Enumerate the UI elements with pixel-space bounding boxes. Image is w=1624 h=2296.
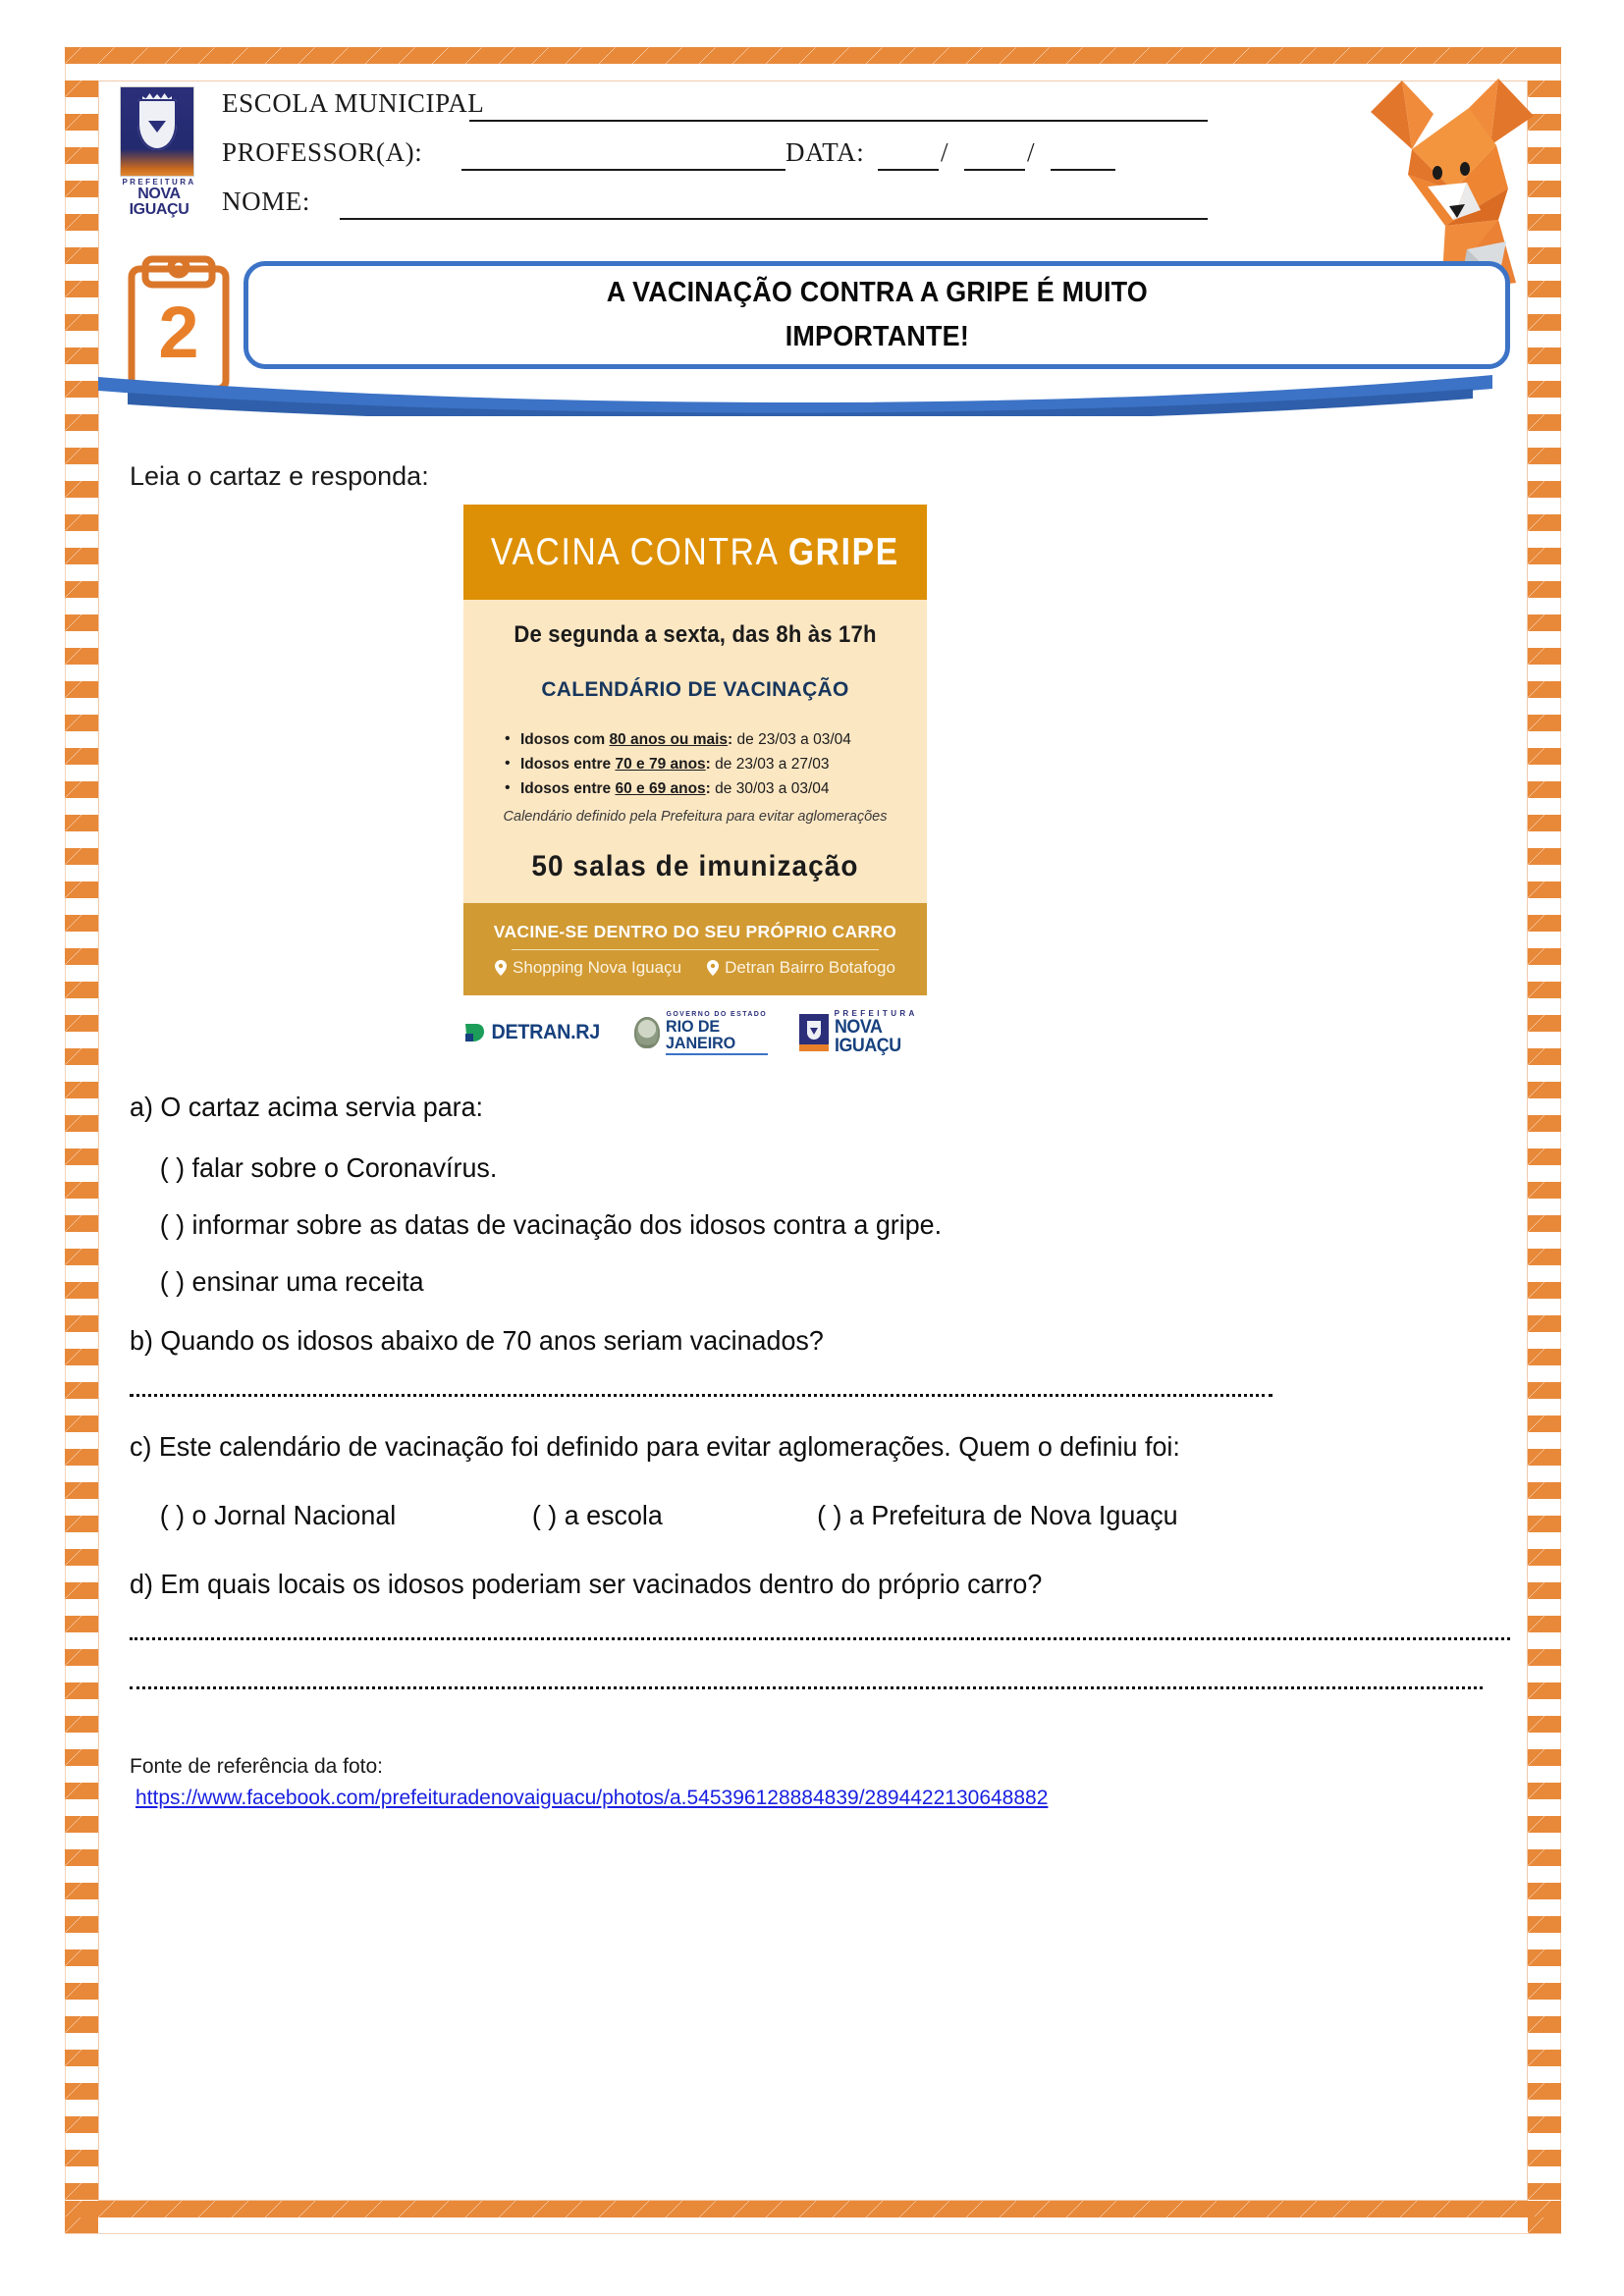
rj-top-label: GOVERNO DO ESTADO xyxy=(666,1010,768,1018)
calendar-group-1: Idosos entre xyxy=(520,756,616,774)
prefeitura-wordmark xyxy=(114,179,204,218)
zigzag-border-left xyxy=(65,47,98,2234)
map-pin-icon xyxy=(707,960,719,976)
worksheet-content xyxy=(98,80,1528,2201)
question-a-option-2[interactable]: ( ) ensinar uma receita xyxy=(159,1266,424,1297)
list-item xyxy=(707,958,895,978)
calendar-group-2: Idosos entre xyxy=(520,780,616,798)
calendar-age-0: 80 anos ou mais xyxy=(609,731,729,748)
question-b-text: b) Quando os idosos abaixo de 70 anos seriam vacinados? xyxy=(130,1325,824,1356)
location-label-1: Detran Bairro Botafogo xyxy=(725,958,895,977)
question-c-option-2[interactable]: ( ) a Prefeitura de Nova Iguaçu xyxy=(817,1500,1178,1530)
prefeitura-wordmark xyxy=(835,1010,927,1055)
pref-main-label: NOVA IGUAÇU xyxy=(834,1017,901,1056)
vaccination-poster xyxy=(463,505,927,995)
pref-top-label: PREFEITURA xyxy=(834,1009,918,1018)
professor-fill-line[interactable] xyxy=(461,169,785,171)
poster-footer-band xyxy=(463,903,927,995)
poster-location-list xyxy=(463,958,927,978)
location-label-0: Shopping Nova Iguaçu xyxy=(513,958,682,977)
activity-title-line-2: IMPORTANTE! xyxy=(785,321,969,352)
school-identification-header xyxy=(98,80,1528,218)
question-d-answer-line-2[interactable] xyxy=(130,1686,1483,1689)
question-d-answer-line-1[interactable] xyxy=(130,1637,1510,1640)
nova-iguacu-coat-of-arms-icon xyxy=(799,1014,829,1051)
activity-title-banner xyxy=(244,261,1510,369)
poster-footer-title: VACINE-SE DENTRO DO SEU PRÓPRIO CARRO xyxy=(493,922,897,941)
list-item xyxy=(520,727,927,752)
nova-iguacu-coat-of-arms-icon xyxy=(120,86,194,177)
prefeitura-label: PREFEITURA xyxy=(122,178,196,187)
instruction-text: Leia o cartaz e responda: xyxy=(130,461,429,491)
activity-number-text: 2 xyxy=(158,292,199,373)
calendar-sep-0: : xyxy=(728,731,733,748)
question-a-option-0[interactable]: ( ) falar sobre o Coronavírus. xyxy=(159,1152,498,1183)
calendar-dates-0: de 23/03 a 03/04 xyxy=(732,731,851,748)
calendar-age-1: 70 e 79 anos xyxy=(615,756,706,774)
poster-rooms-text: 50 salas de imunização xyxy=(531,850,859,883)
prefeitura-nova-iguacu-logo xyxy=(799,1010,927,1055)
rio-de-janeiro-seal-icon xyxy=(634,1017,660,1048)
escola-municipal-label: ESCOLA MUNICIPAL xyxy=(222,88,485,118)
prefeitura-city-label: NOVA IGUAÇU xyxy=(129,186,189,218)
calendar-age-2: 60 e 69 anos xyxy=(615,780,706,798)
source-url-link[interactable]: https://www.facebook.com/prefeituradenovaiguacu/photos/a.545396128884839/2894422130648882 xyxy=(135,1787,1049,1809)
question-a-option-1[interactable]: ( ) informar sobre as datas de vacinação dos idosos contra a gripe. xyxy=(159,1209,943,1240)
question-d-text: d) Em quais locais os idosos poderiam ser vacinados dentro do próprio carro? xyxy=(130,1569,1043,1599)
nome-label: NOME: xyxy=(222,187,310,216)
zigzag-border-bottom xyxy=(65,2201,1561,2234)
nome-fill-line[interactable] xyxy=(340,218,1208,220)
detran-leaf-icon xyxy=(463,1022,485,1043)
question-c-text: c) Este calendário de vacinação foi definido para evitar aglomerações. Quem o definiu foi: xyxy=(130,1431,1180,1462)
blue-swoosh-decoration xyxy=(98,371,1492,416)
list-item xyxy=(495,958,681,978)
poster-header-band xyxy=(463,505,927,600)
question-c-options-row xyxy=(130,1500,1199,1531)
list-item xyxy=(520,776,927,801)
question-a-text: a) O cartaz acima servia para: xyxy=(130,1092,484,1122)
poster-sponsor-logos xyxy=(463,1011,927,1054)
data-label: DATA: xyxy=(785,137,865,167)
poster-calendar-list xyxy=(463,727,927,801)
poster-footer-divider xyxy=(512,949,879,950)
source-label: Fonte de referência da foto: xyxy=(130,1755,383,1778)
detran-rj-logo xyxy=(463,1021,603,1044)
zigzag-border-top xyxy=(65,47,1561,80)
poster-title xyxy=(491,531,899,574)
calendar-dates-1: de 23/03 a 27/03 xyxy=(710,756,830,774)
rj-wordmark xyxy=(666,1011,767,1055)
data-year-fill-line[interactable] xyxy=(1051,169,1115,171)
professor-label: PROFESSOR(A): xyxy=(222,137,423,167)
calendar-sep-1: : xyxy=(705,756,711,774)
poster-calendar-title: CALENDÁRIO DE VACINAÇÃO xyxy=(541,678,849,701)
question-b-answer-line[interactable] xyxy=(130,1394,1272,1397)
data-slash-2: / xyxy=(1027,137,1035,167)
rj-underline xyxy=(666,1053,767,1055)
governo-rio-de-janeiro-logo xyxy=(634,1011,767,1055)
poster-hours-text: De segunda a sexta, das 8h às 17h xyxy=(514,621,877,648)
data-day-fill-line[interactable] xyxy=(878,169,939,171)
calendar-dates-2: de 30/03 a 03/04 xyxy=(710,780,830,798)
activity-title-line-1: A VACINAÇÃO CONTRA A GRIPE É MUITO xyxy=(606,277,1148,309)
rj-main-label: RIO DE JANEIRO xyxy=(666,1016,736,1052)
poster-calendar-note: Calendário definido pela Prefeitura para evitar aglomerações xyxy=(503,809,888,826)
list-item xyxy=(520,752,927,776)
poster-title-light: VACINA CONTRA xyxy=(491,530,789,573)
question-c-option-1[interactable]: ( ) a escola xyxy=(531,1500,663,1530)
poster-title-bold: GRIPE xyxy=(788,530,899,573)
escola-municipal-fill-line[interactable] xyxy=(469,120,1208,122)
data-month-fill-line[interactable] xyxy=(964,169,1025,171)
zigzag-border-right xyxy=(1528,47,1561,2234)
data-slash-1: / xyxy=(941,137,948,167)
activity-title-text xyxy=(606,271,1147,359)
map-pin-icon xyxy=(495,960,507,976)
calendar-group-0: Idosos com xyxy=(520,731,610,748)
question-c-option-0[interactable]: ( ) o Jornal Nacional xyxy=(159,1500,397,1530)
detran-rj-label: DETRAN.RJ xyxy=(491,1021,600,1043)
calendar-sep-2: : xyxy=(705,780,711,798)
